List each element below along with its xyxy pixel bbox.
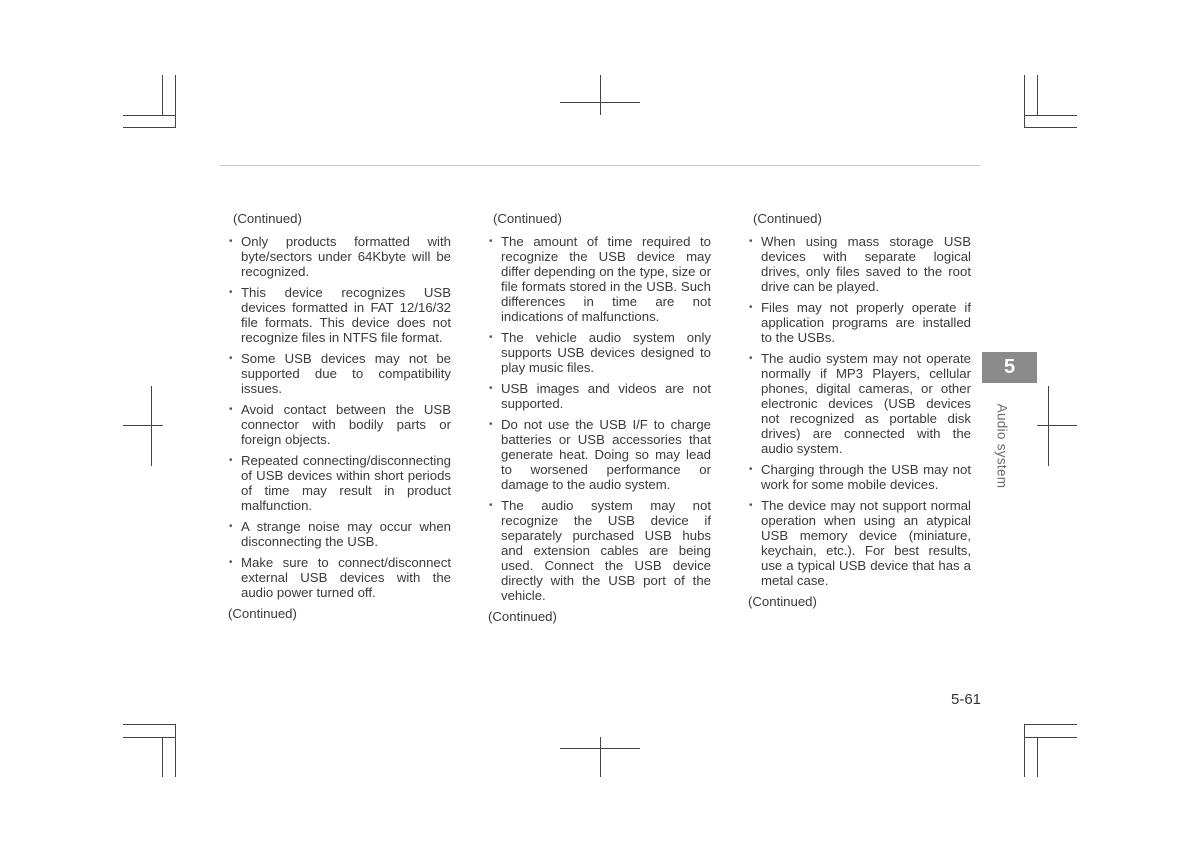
continued-label: (Continued) xyxy=(488,609,557,624)
list-item: • Some USB devices may not be supported due to compatibility issues. xyxy=(228,351,451,396)
crop-mark xyxy=(1024,127,1077,128)
list-item: • USB images and videos are not supported. xyxy=(488,381,711,411)
page-number: 5-61 xyxy=(951,691,982,708)
text-column-2 xyxy=(488,211,711,624)
crop-mark xyxy=(1024,75,1025,128)
crop-mark xyxy=(123,737,175,738)
header-rule xyxy=(220,165,980,166)
list-item: • Files may not properly operate if application programs are installed to the USBs. xyxy=(748,300,971,345)
registration-mark xyxy=(1048,386,1049,466)
continued-label: (Continued) xyxy=(753,211,822,226)
list-item: • This device recognizes USB devices formatted in FAT 12/16/32 file formats. This device does not recognize files in NTFS file format. xyxy=(228,285,451,345)
list-item: • Repeated connecting/disconnecting of USB devices within short periods of time may result in product malfunction. xyxy=(228,453,451,513)
crop-mark xyxy=(1037,737,1038,777)
chapter-number-tab: 5 xyxy=(982,352,1037,383)
registration-mark xyxy=(123,425,163,426)
list-item: • When using mass storage USB devices with separate logical drives, only files saved to the root drive can be played. xyxy=(748,234,971,294)
crop-mark xyxy=(175,75,176,128)
registration-mark xyxy=(560,102,640,103)
crop-mark xyxy=(1024,737,1077,738)
list-item: • Avoid contact between the USB connector with bodily parts or foreign objects. xyxy=(228,402,451,447)
list-item: • The vehicle audio system only supports USB devices designed to play music files. xyxy=(488,330,711,375)
continued-label: (Continued) xyxy=(493,211,562,226)
continued-label: (Continued) xyxy=(748,594,817,609)
crop-mark xyxy=(1037,75,1038,115)
crop-mark xyxy=(123,127,175,128)
continued-label: (Continued) xyxy=(233,211,302,226)
registration-mark xyxy=(600,737,601,777)
list-item: • The amount of time required to recognize the USB device may differ depending on the type, size or file formats stored in the USB. Such differences in time are not indications of malfunctions. xyxy=(488,234,711,324)
list-item: • Charging through the USB may not work for some mobile devices. xyxy=(748,462,971,492)
crop-mark xyxy=(1024,724,1025,777)
list-item: • The audio system may not recognize the USB device if separately purchased USB hubs and extension cables are being used. Connect the USB device directly with the USB port of the vehicle. xyxy=(488,498,711,603)
list-item: • The device may not support normal operation when using an atypical USB memory device (miniature, keychain, etc.). For best results, use a typical USB device that has a metal case. xyxy=(748,498,971,588)
crop-mark xyxy=(162,75,163,115)
bullet-list xyxy=(748,234,971,588)
text-column-1 xyxy=(228,211,451,621)
crop-mark xyxy=(162,737,163,777)
crop-mark xyxy=(123,724,175,725)
crop-mark xyxy=(1024,115,1077,116)
list-item: • Make sure to connect/disconnect external USB devices with the audio power turned off. xyxy=(228,555,451,600)
list-item: • Do not use the USB I/F to charge batteries or USB accessories that generate heat. Doing so may lead to worsened performance or damage to the audio system. xyxy=(488,417,711,492)
bullet-list xyxy=(228,234,451,600)
text-column-3 xyxy=(748,211,971,609)
chapter-title: Audio system xyxy=(994,403,1010,489)
registration-mark xyxy=(1037,425,1077,426)
registration-mark xyxy=(151,386,152,466)
list-item: • Only products formatted with byte/sectors under 64Kbyte will be recognized. xyxy=(228,234,451,279)
registration-mark xyxy=(560,748,640,749)
crop-mark xyxy=(1024,724,1077,725)
registration-mark xyxy=(600,75,601,115)
crop-mark xyxy=(175,724,176,777)
crop-mark xyxy=(123,115,175,116)
bullet-list xyxy=(488,234,711,603)
continued-label: (Continued) xyxy=(228,606,297,621)
list-item: • A strange noise may occur when disconnecting the USB. xyxy=(228,519,451,549)
list-item: • The audio system may not operate normally if MP3 Players, cellular phones, digital cameras, or other electronic devices (USB devices not recognized as portable disk drives) are connected with the audio system. xyxy=(748,351,971,456)
